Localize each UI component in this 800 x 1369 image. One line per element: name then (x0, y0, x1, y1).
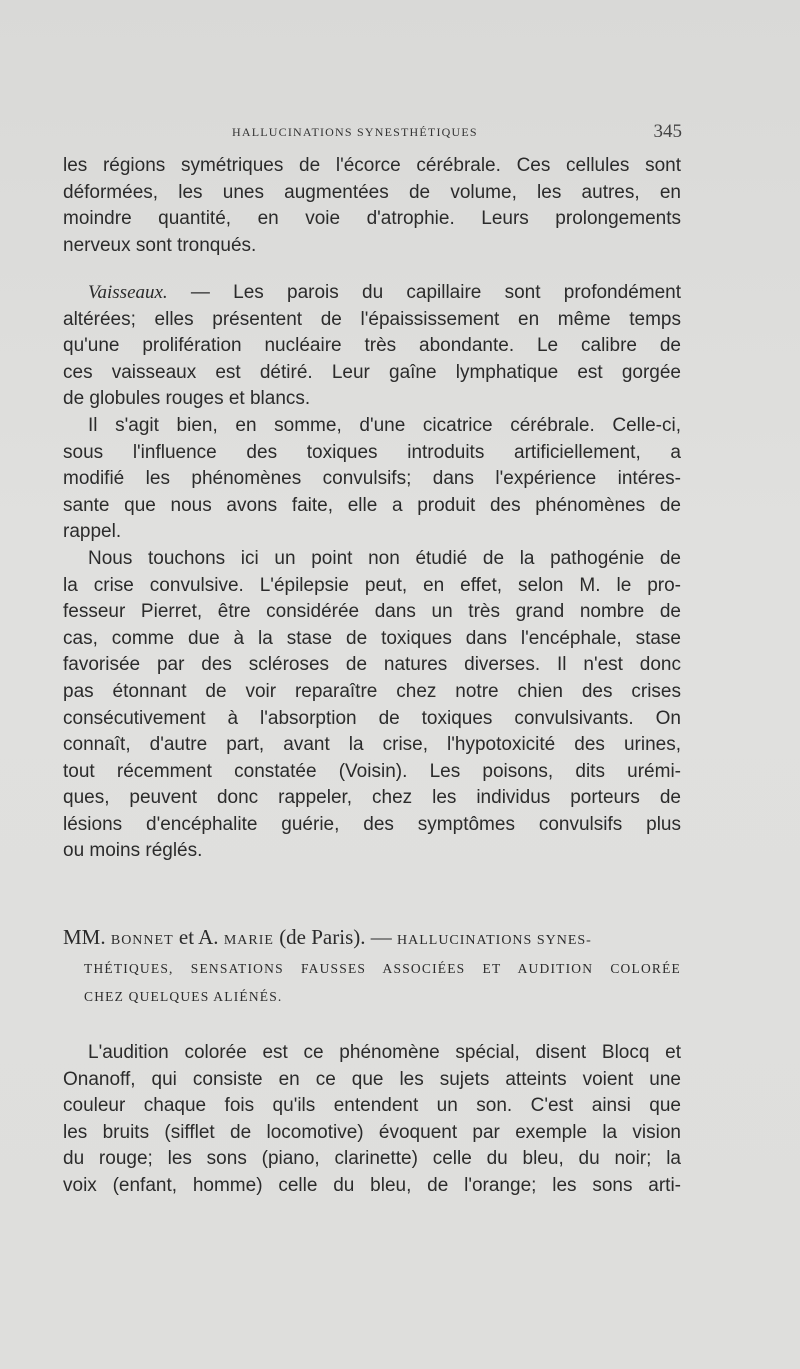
paragraph-vessels (63, 280, 681, 413)
text-line: couleur chaque fois qu'ils entendent un son. C'est ainsi que (63, 1095, 681, 1117)
text-line: les régions symétriques de l'écorce cérébrale. Ces cellules sont (63, 155, 681, 176)
text-line: tout récemment constatée (Voisin). Les poisons, dits urémi- (63, 760, 681, 782)
author-name: MARIE (223, 933, 274, 948)
text-line: cas, comme due à la stase de toxiques dans l'encéphale, stase (63, 627, 681, 649)
text-line: du rouge; les sons (piano, clarinette) celle du bleu, du noir; la (63, 1148, 681, 1170)
body-text-main (63, 280, 681, 865)
text-line: nerveux sont tronqués. (63, 234, 257, 256)
text-line: pas étonnant de voir reparaître chez notre chien des crises (63, 680, 681, 702)
title-line: THÉTIQUES, SENSATIONS FAUSSES ASSOCIÉES ET AUDITION COLORÉE (84, 961, 681, 976)
body-text-top (63, 153, 681, 259)
place: (de Paris). — (273, 925, 397, 949)
text-line: consécutivement à l'absorption de toxiques convulsivants. On (63, 707, 681, 729)
title-line: CHEZ QUELQUES ALIÉNÉS. (84, 989, 283, 1004)
text-line: connaît, d'autre part, avant la crise, l'hypotoxicité des urines, (63, 734, 681, 756)
text-line: Nous touchons ici un point non étudié de la pathogénie de (88, 547, 681, 569)
text-line: Onanoff, qui consiste en ce que les sujets atteints voient une (63, 1068, 681, 1090)
text-line: ces vaisseaux est détiré. Leur gaîne lymphatique est gorgée (63, 361, 681, 383)
body-text-bottom (63, 1040, 681, 1200)
text-line: favorisée par des scléroses de natures diverses. Il n'est donc (63, 654, 681, 676)
article-title (63, 925, 681, 1011)
paragraph-audition (63, 1040, 681, 1200)
text-line: de globules rouges et blancs. (63, 388, 311, 410)
running-head: HALLUCINATIONS SYNESTHÉTIQUES (232, 125, 478, 139)
section-lead-italic: Vaisseaux. (88, 282, 168, 303)
text-line: sante que nous avons faite, elle a produit des phénomènes de (63, 494, 681, 516)
paragraph-cells (63, 153, 681, 259)
text-line: la crise convulsive. L'épilepsie peut, en effet, selon M. le pro- (63, 574, 681, 596)
title-authors-line (63, 925, 681, 955)
text-line: qu'une prolifération nucléaire très abondante. Le calibre de (63, 335, 681, 357)
title-start: HALLUCINATIONS SYNES- (397, 933, 592, 948)
text-line: altérées; elles présentent de l'épaississement en même temps (63, 308, 681, 330)
text-line: L'audition colorée est ce phénomène spécial, disent Blocq et (88, 1042, 681, 1063)
text-line: ou moins réglés. (63, 840, 203, 862)
text-line: voix (enfant, homme) celle du bleu, de l'orange; les sons arti- (63, 1174, 681, 1196)
text-line: Il s'agit bien, en somme, d'une cicatrice cérébrale. Celle-ci, (88, 414, 681, 436)
text-line: modifié les phénomènes convulsifs; dans l'expérience intéres- (63, 468, 681, 490)
text-fragment: — Les parois du capillaire sont profondément (167, 282, 681, 303)
authors-prefix: MM. (63, 925, 111, 949)
text-line: ques, peuvent donc rappeler, chez les individus porteurs de (63, 787, 681, 809)
text-line: déformées, les unes augmentées de volume, les autres, en (63, 181, 681, 203)
text-line (63, 280, 681, 307)
text-line: les bruits (sifflet de locomotive) évoquent par exemple la vision (63, 1121, 681, 1143)
page-header (232, 121, 682, 143)
page-number: 345 (653, 121, 682, 142)
text-line: sous l'influence des toxiques introduits artificiellement, a (63, 441, 681, 463)
paragraph-cicatrice (63, 413, 681, 546)
text-line: lésions d'encéphalite guérie, des symptômes convulsifs plus (63, 813, 681, 835)
text-line: rappel. (63, 521, 122, 543)
paragraph-pathogenie (63, 546, 681, 865)
text-line: moindre quantité, en voie d'atrophie. Leurs prolongements (63, 208, 681, 230)
conjunction: et A. (173, 925, 224, 949)
author-name: BONNET (110, 933, 174, 948)
text-line: fesseur Pierret, être considérée dans un très grand nombre de (63, 601, 681, 623)
